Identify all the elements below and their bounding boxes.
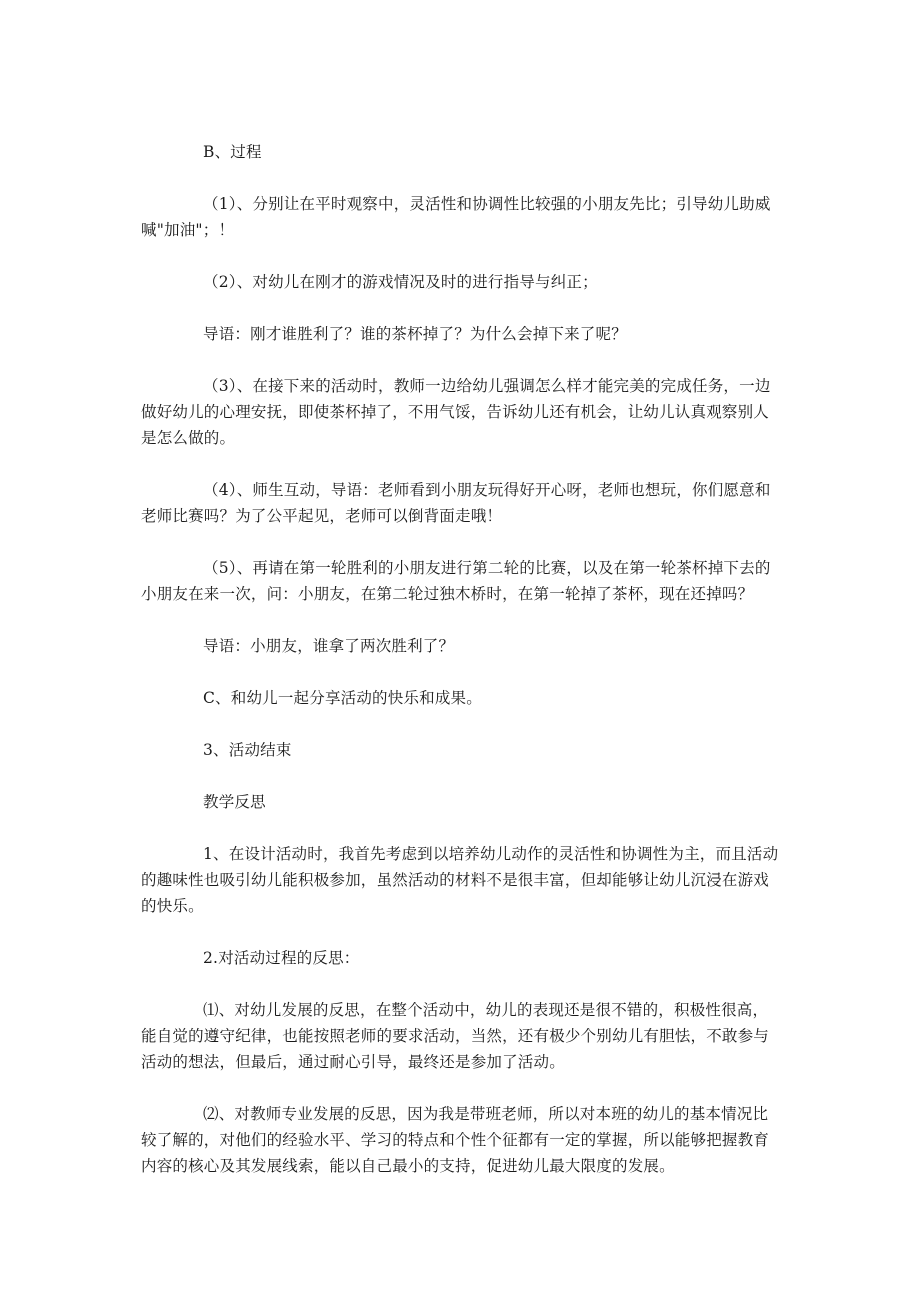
paragraph-step-4: （4）、师生互动，导语：老师看到小朋友玩得好开心呀，老师也想玩，你们愿意和老师比赛吗？为了公平起见，老师可以倒背面走哦！ <box>141 481 771 525</box>
paragraph-step-5: （5）、再请在第一轮胜利的小朋友进行第二轮的比赛，以及在第一轮茶杯掉下去的小朋友在来一次，问：小朋友，在第二轮过独木桥时，在第一轮掉了茶杯，现在还掉吗？ <box>141 559 771 603</box>
section-heading-c: C、和幼儿一起分享活动的快乐和成果。 <box>203 689 482 707</box>
paragraph-reflection-2-2: ⑵、对教师专业发展的反思，因为我是带班老师，所以对本班的幼儿的基本情况比较了解的，对他们的经验水平、学习的特点和个性个征都有一定的掌握，所以能够把握教育内容的核心及其发展线索，能以自己最小的支持，促进幼儿最大限度的发展。 <box>141 1105 770 1175</box>
paragraph-step-2: （2）、对幼儿在刚才的游戏情况及时的进行指导与纠正； <box>203 273 598 291</box>
paragraph-guide-2: 导语：小朋友，谁拿了两次胜利了？ <box>203 637 455 655</box>
section-heading-3: 3、活动结束 <box>203 741 292 759</box>
paragraph-step-1: （1）、分别让在平时观察中，灵活性和协调性比较强的小朋友先比；引导幼儿助威喊"加油"；！ <box>141 195 771 239</box>
paragraph-reflection-1: 1、在设计活动时，我首先考虑到以培养幼儿动作的灵活性和协调性为主，而且活动的趣味性也吸引幼儿能积极参加，虽然活动的材料不是很丰富，但却能够让幼儿沉浸在游戏的快乐。 <box>141 845 779 915</box>
section-heading-b: B、过程 <box>203 143 262 161</box>
paragraph-reflection-2-1: ⑴、对幼儿发展的反思，在整个活动中，幼儿的表现还是很不错的，积极性很高，能自觉的遵守纪律，也能按照老师的要求活动，当然，还有极少个别幼儿有胆怯，不敢参与活动的想法，但最后，通过耐心引导，最终还是参加了活动。 <box>141 1001 770 1071</box>
heading-reflection-2: 2.对活动过程的反思： <box>203 949 360 967</box>
heading-teaching-reflection: 教学反思 <box>203 793 266 811</box>
paragraph-step-3: （3）、在接下来的活动时，教师一边给幼儿强调怎么样才能完美的完成任务，一边做好幼儿的心理安抚，即使茶杯掉了，不用气馁，告诉幼儿还有机会，让幼儿认真观察别人是怎么做的。 <box>141 377 771 447</box>
paragraph-guide-1: 导语：刚才谁胜利了？谁的茶杯掉了？为什么会掉下来了呢？ <box>203 325 627 343</box>
